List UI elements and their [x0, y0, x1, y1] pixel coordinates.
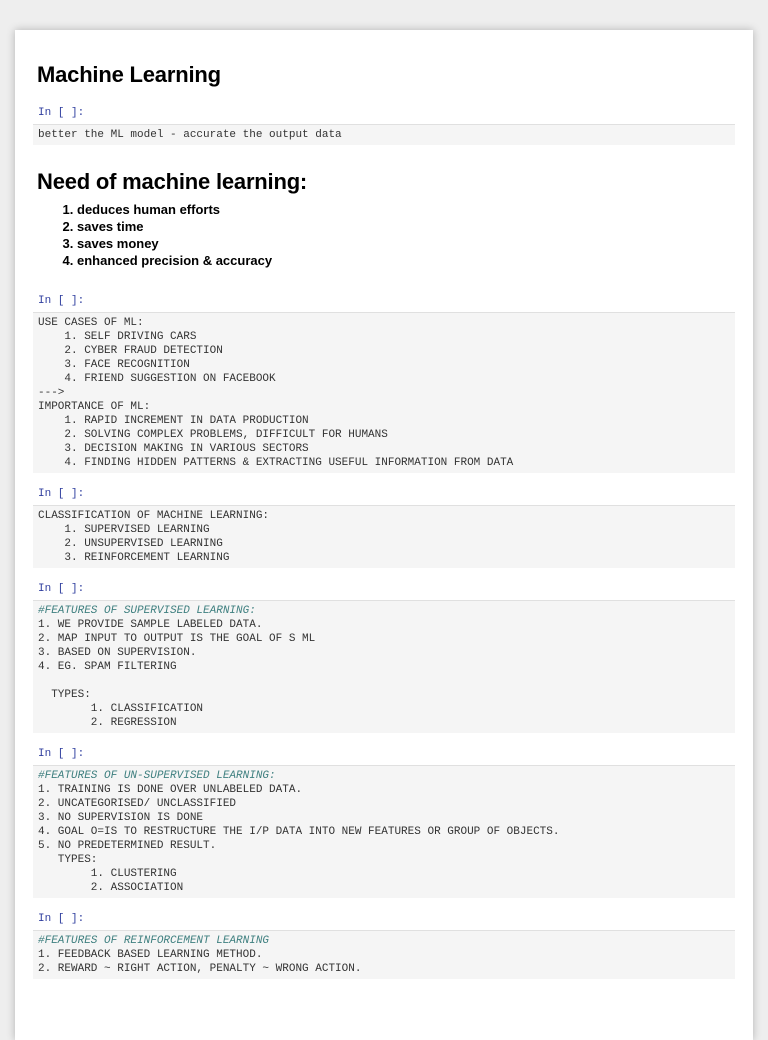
code-cell-use-cases[interactable] — [33, 312, 735, 473]
code-line: 3. FACE RECOGNITION — [38, 359, 190, 371]
code-line: better the ML model - accurate the output data — [38, 129, 342, 141]
code-line: IMPORTANCE OF ML: — [38, 401, 151, 413]
code-line: 4. FINDING HIDDEN PATTERNS & EXTRACTING USEFUL INFORMATION FROM DATA — [38, 457, 514, 469]
cell-prompt: In [ ]: — [38, 748, 85, 760]
code-line: USE CASES OF ML: — [38, 317, 144, 329]
code-line: 3. NO SUPERVISION IS DONE — [38, 812, 204, 824]
list-item: 1. deduces human efforts — [77, 201, 735, 218]
code-line: 2. REWARD ~ RIGHT ACTION, PENALTY ~ WRONG ACTION. — [38, 963, 362, 975]
code-line: 1. FEEDBACK BASED LEARNING METHOD. — [38, 949, 263, 961]
code-line: 1. SUPERVISED LEARNING — [38, 524, 210, 536]
code-line: 1. CLASSIFICATION — [38, 703, 204, 715]
notebook-title: Machine Learning — [37, 62, 221, 87]
code-line: 1. WE PROVIDE SAMPLE LABELED DATA. — [38, 619, 263, 631]
code-line: 1. SELF DRIVING CARS — [38, 331, 197, 343]
code-line: 1. CLUSTERING — [38, 868, 177, 880]
code-line: 4. GOAL O=IS TO RESTRUCTURE THE I/P DATA INTO NEW FEATURES OR GROUP OF OBJECTS. — [38, 826, 560, 838]
code-line: 4. FRIEND SUGGESTION ON FACEBOOK — [38, 373, 276, 385]
code-comment: #FEATURES OF SUPERVISED LEARNING: — [38, 605, 256, 617]
code-line: ---> — [38, 387, 65, 399]
cell-prompt: In [ ]: — [38, 913, 85, 925]
code-line: 2. REGRESSION — [38, 717, 177, 729]
code-comment: #FEATURES OF UN-SUPERVISED LEARNING: — [38, 770, 276, 782]
code-line: TYPES: — [38, 689, 91, 701]
cell-prompt: In [ ]: — [38, 583, 85, 595]
code-line: 2. SOLVING COMPLEX PROBLEMS, DIFFICULT FOR HUMANS — [38, 429, 388, 441]
code-cell-ml-intro[interactable] — [33, 124, 735, 145]
code-line: 5. NO PREDETERMINED RESULT. — [38, 840, 217, 852]
code-line: 1. RAPID INCREMENT IN DATA PRODUCTION — [38, 415, 309, 427]
cell-prompt: In [ ]: — [38, 295, 85, 307]
code-line — [38, 674, 730, 688]
code-line: 1. TRAINING IS DONE OVER UNLABELED DATA. — [38, 784, 303, 796]
code-line: 2. MAP INPUT TO OUTPUT IS THE GOAL OF S ML — [38, 633, 316, 645]
notebook-page — [15, 30, 753, 1040]
code-line: 4. EG. SPAM FILTERING — [38, 661, 177, 673]
code-line: 3. DECISION MAKING IN VARIOUS SECTORS — [38, 443, 309, 455]
cell-prompt: In [ ]: — [38, 488, 85, 500]
list-item: 3. saves money — [77, 235, 735, 252]
notebook-content — [15, 30, 753, 979]
list-item: 4. enhanced precision & accuracy — [77, 252, 735, 269]
need-of-ml-list — [33, 201, 735, 269]
code-line: 3. REINFORCEMENT LEARNING — [38, 552, 230, 564]
code-cell-unsupervised[interactable] — [33, 765, 735, 898]
code-line: 2. ASSOCIATION — [38, 882, 184, 894]
list-item: 2. saves time — [77, 218, 735, 235]
code-line: 2. UNSUPERVISED LEARNING — [38, 538, 223, 550]
need-of-ml-heading: Need of machine learning: — [37, 169, 308, 194]
code-cell-reinforcement[interactable] — [33, 930, 735, 979]
code-line: CLASSIFICATION OF MACHINE LEARNING: — [38, 510, 270, 522]
cell-prompt: In [ ]: — [38, 107, 85, 119]
code-line: 3. BASED ON SUPERVISION. — [38, 647, 197, 659]
code-line: 2. UNCATEGORISED/ UNCLASSIFIED — [38, 798, 237, 810]
code-line: 2. CYBER FRAUD DETECTION — [38, 345, 223, 357]
code-line: TYPES: — [38, 854, 98, 866]
code-cell-supervised[interactable] — [33, 600, 735, 733]
code-cell-classification[interactable] — [33, 505, 735, 568]
code-comment: #FEATURES OF REINFORCEMENT LEARNING — [38, 935, 270, 947]
